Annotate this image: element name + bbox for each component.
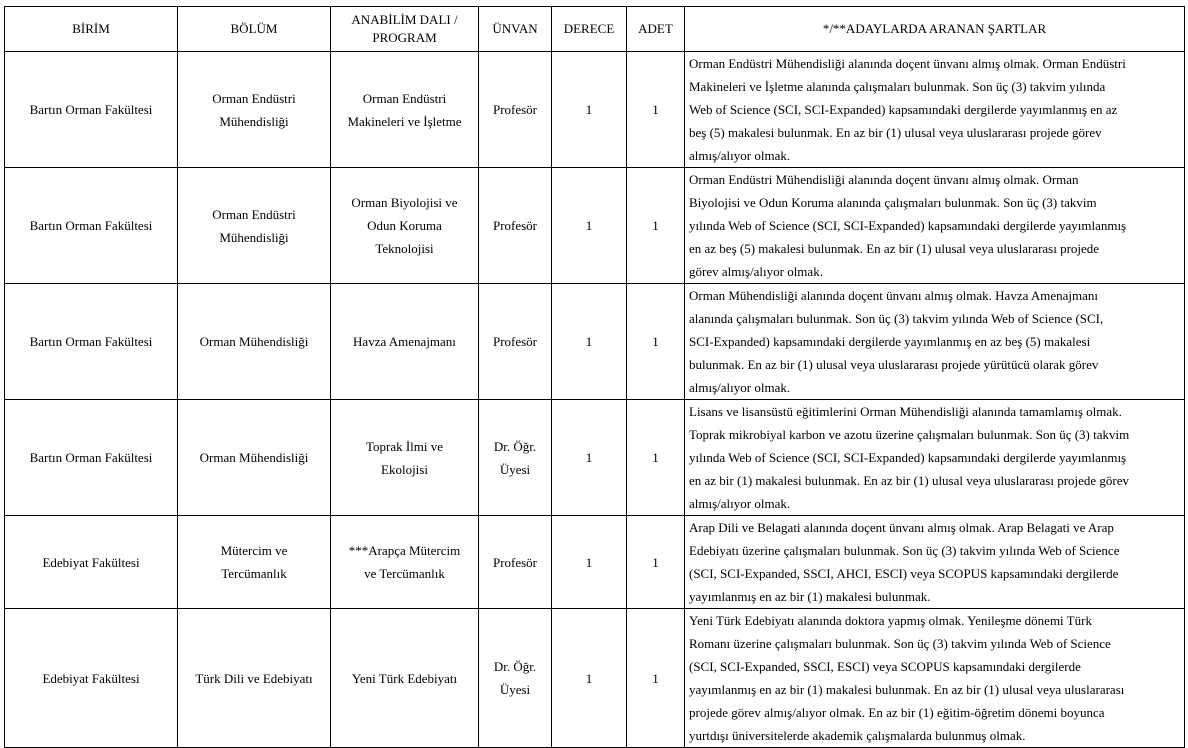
anabilim-line: Orman Endüstri: [362, 90, 447, 106]
anabilim-line: Odun Koruma: [367, 218, 442, 233]
requirement-line: Romanı üzerine çalışmaları bulunmak. Son üç (3) takvim yılında Web of Science: [689, 636, 1111, 651]
cell-sartlar: [685, 52, 1185, 168]
requirement-line: Orman Endüstri Mühendisliği alanında doçent ünvanı almış olmak. Orman Endüstri: [689, 56, 1126, 71]
table-row: [5, 52, 1185, 168]
bolum-line: Mühendisliği: [219, 113, 289, 129]
cell-birim: Bartın Orman Fakültesi: [5, 52, 178, 168]
requirement-line: Yeni Türk Edebiyatı alanında doktora yapmış olmak. Yenileşme dönemi Türk: [689, 613, 1092, 628]
cell-sartlar: [685, 609, 1185, 748]
requirement-line: yılında Web of Science (SCI, SCI-Expanded) kapsamındaki dergilerde yayımlanmış: [689, 450, 1127, 465]
cell-derece: 1: [552, 400, 627, 516]
cell-bolum: [178, 400, 331, 516]
header-anabilim-dali: [331, 7, 479, 52]
anabilim-line: Toprak İlmi ve: [365, 438, 444, 454]
table-header-row: [5, 7, 1185, 52]
bolum-line: Mühendisliği: [219, 229, 289, 245]
bolum-line: Orman Endüstri: [212, 206, 296, 222]
cell-adet: 1: [627, 52, 685, 168]
table-row: [5, 284, 1185, 400]
cell-bolum: [178, 168, 331, 284]
cell-sartlar: [685, 516, 1185, 609]
cell-derece: 1: [552, 516, 627, 609]
unvan-line: Profesör: [492, 218, 538, 233]
requirement-line: (SCI, SCI-Expanded, SSCI, ESCI) veya SCOPUS kapsamındaki dergilerde: [689, 659, 1081, 674]
requirement-line: Web of Science (SCI, SCI-Expanded) kapsamındaki dergilerde yayımlanmış en az: [689, 102, 1118, 117]
cell-bolum: [178, 609, 331, 748]
cell-unvan: [479, 284, 552, 400]
cell-unvan: [479, 516, 552, 609]
requirement-line: yurtdışı üniversitelerde akademik çalışmalarda bulunmuş olmak.: [689, 728, 1026, 743]
table-row: [5, 609, 1185, 748]
requirement-line: Makineleri ve İşletme alanında çalışmaları bulunmak. Son üç (3) takvim yılında: [689, 79, 1106, 94]
header-derece: DERECE: [552, 7, 627, 52]
header-bolum: BÖLÜM: [178, 7, 331, 52]
anabilim-line: Orman Biyolojisi ve: [351, 195, 458, 210]
unvan-line: Üyesi: [499, 682, 531, 697]
requirement-line: bulunmak. En az bir (1) ulusal veya uluslararası projede yürütücü olarak görev: [689, 357, 1099, 372]
cell-birim: Bartın Orman Fakültesi: [5, 284, 178, 400]
cell-unvan: [479, 609, 552, 748]
requirement-line: projede görev almış/alıyor olmak. En az bir (1) eğitim-öğretim dönemi boyunca: [689, 705, 1105, 720]
requirement-line: almış/alıyor olmak.: [689, 148, 791, 163]
requirement-line: Biyolojisi ve Odun Koruma alanında çalışmaları bulunmak. Son üç (3) takvim: [689, 195, 1097, 210]
requirement-line: Edebiyatı üzerine çalışmaları bulunmak. Son üç (3) takvim yılında Web of Science: [689, 543, 1120, 558]
cell-bolum: [178, 516, 331, 609]
anabilim-line: ***Arapça Mütercim: [348, 543, 461, 558]
requirement-line: almış/alıyor olmak.: [689, 380, 791, 395]
cell-unvan: [479, 168, 552, 284]
header-sartlar: */**ADAYLARDA ARANAN ŞARTLAR: [685, 7, 1185, 52]
cell-unvan: [479, 400, 552, 516]
cell-bolum: [178, 284, 331, 400]
cell-derece: 1: [552, 52, 627, 168]
requirement-line: beş (5) makalesi bulunmak. En az bir (1) ulusal veya uluslararası projede görev: [689, 125, 1102, 140]
requirement-line: en az bir (1) makalesi bulunmak. En az bir (1) ulusal veya uluslararası projede görev: [689, 473, 1130, 488]
anabilim-line: Ekolojisi: [381, 461, 428, 477]
requirement-line: yılında Web of Science (SCI, SCI-Expanded) kapsamındaki dergilerde yayımlanmış: [689, 218, 1127, 233]
requirement-line: Arap Dili ve Belagati alanında doçent ünvanı almış olmak. Arap Belagati ve Arap: [689, 520, 1114, 535]
cell-adet: 1: [627, 400, 685, 516]
cell-anabilim-dali: [331, 400, 479, 516]
bolum-line: Orman Endüstri: [212, 90, 296, 106]
requirement-line: alanında çalışmaları bulunmak. Son üç (3) takvim yılında Web of Science (SCI,: [689, 311, 1104, 326]
table-row: [5, 516, 1185, 609]
cell-adet: 1: [627, 516, 685, 609]
cell-derece: 1: [552, 609, 627, 748]
unvan-line: Profesör: [492, 334, 538, 349]
cell-birim: Edebiyat Fakültesi: [5, 609, 178, 748]
cell-derece: 1: [552, 168, 627, 284]
table-body: [5, 52, 1185, 748]
requirement-line: görev almış/alıyor olmak.: [689, 264, 823, 279]
bolum-line: Orman Mühendisliği: [199, 450, 309, 465]
table-row: [5, 400, 1185, 516]
header-adet: ADET: [627, 7, 685, 52]
requirement-line: SCI-Expanded) kapsamındaki dergilerde yayımlanmış en az beş (5) makalesi: [689, 334, 1091, 349]
requirement-line: almış/alıyor olmak.: [689, 496, 791, 511]
anabilim-line: ve Tercümanlık: [364, 566, 445, 581]
cell-unvan: [479, 52, 552, 168]
header-anabilim-line: ANABİLİM DALI /: [351, 12, 458, 27]
header-unvan: ÜNVAN: [479, 7, 552, 52]
unvan-line: Dr. Öğr.: [493, 438, 537, 454]
requirement-line: yayımlanmış en az bir (1) makalesi bulunmak.: [689, 589, 931, 604]
unvan-line: Profesör: [492, 554, 538, 570]
anabilim-line: Havza Amenajmanı: [353, 334, 456, 349]
requirement-line: Orman Endüstri Mühendisliği alanında doçent ünvanı almış olmak. Orman: [689, 172, 1079, 187]
cell-sartlar: [685, 284, 1185, 400]
cell-anabilim-dali: [331, 516, 479, 609]
header-anabilim-line: PROGRAM: [372, 30, 437, 45]
requirement-line: Lisans ve lisansüstü eğitimlerini Orman Mühendisliği alanında tamamlamış olmak.: [689, 404, 1122, 419]
cell-sartlar: [685, 400, 1185, 516]
cell-bolum: [178, 52, 331, 168]
cell-birim: Bartın Orman Fakültesi: [5, 400, 178, 516]
bolum-line: Mütercim ve: [220, 543, 288, 558]
bolum-line: Orman Mühendisliği: [199, 334, 309, 349]
requirement-line: Orman Mühendisliği alanında doçent ünvanı almış olmak. Havza Amenajmanı: [689, 288, 1099, 303]
requirement-line: Toprak mikrobiyal karbon ve azotu üzerine çalışmaları bulunmak. Son üç (3) takvim: [689, 427, 1130, 442]
cell-anabilim-dali: [331, 52, 479, 168]
table-row: [5, 168, 1185, 284]
anabilim-line: Teknolojisi: [375, 241, 434, 256]
anabilim-line: Makineleri ve İşletme: [347, 113, 462, 129]
cell-adet: 1: [627, 168, 685, 284]
requirement-line: en az beş (5) makalesi bulunmak. En az bir (1) ulusal veya uluslararası projede: [689, 241, 1100, 256]
header-birim: BİRİM: [5, 7, 178, 52]
requirement-line: yayımlanmış en az bir (1) makalesi bulunmak. En az bir (1) ulusal veya uluslararası: [689, 682, 1125, 697]
cell-birim: Bartın Orman Fakültesi: [5, 168, 178, 284]
cell-derece: 1: [552, 284, 627, 400]
unvan-line: Dr. Öğr.: [493, 659, 537, 674]
cell-anabilim-dali: [331, 168, 479, 284]
cell-adet: 1: [627, 284, 685, 400]
position-requirements-table: [4, 6, 1185, 748]
cell-anabilim-dali: [331, 284, 479, 400]
cell-anabilim-dali: [331, 609, 479, 748]
unvan-line: Üyesi: [499, 461, 531, 477]
cell-birim: Edebiyat Fakültesi: [5, 516, 178, 609]
cell-adet: 1: [627, 609, 685, 748]
requirement-line: (SCI, SCI-Expanded, SSCI, AHCI, ESCI) veya SCOPUS kapsamındaki dergilerde: [689, 566, 1119, 581]
unvan-line: Profesör: [492, 102, 538, 117]
anabilim-line: Yeni Türk Edebiyatı: [351, 670, 458, 686]
bolum-line: Tercümanlık: [221, 566, 287, 581]
cell-sartlar: [685, 168, 1185, 284]
bolum-line: Türk Dili ve Edebiyatı: [195, 670, 313, 686]
